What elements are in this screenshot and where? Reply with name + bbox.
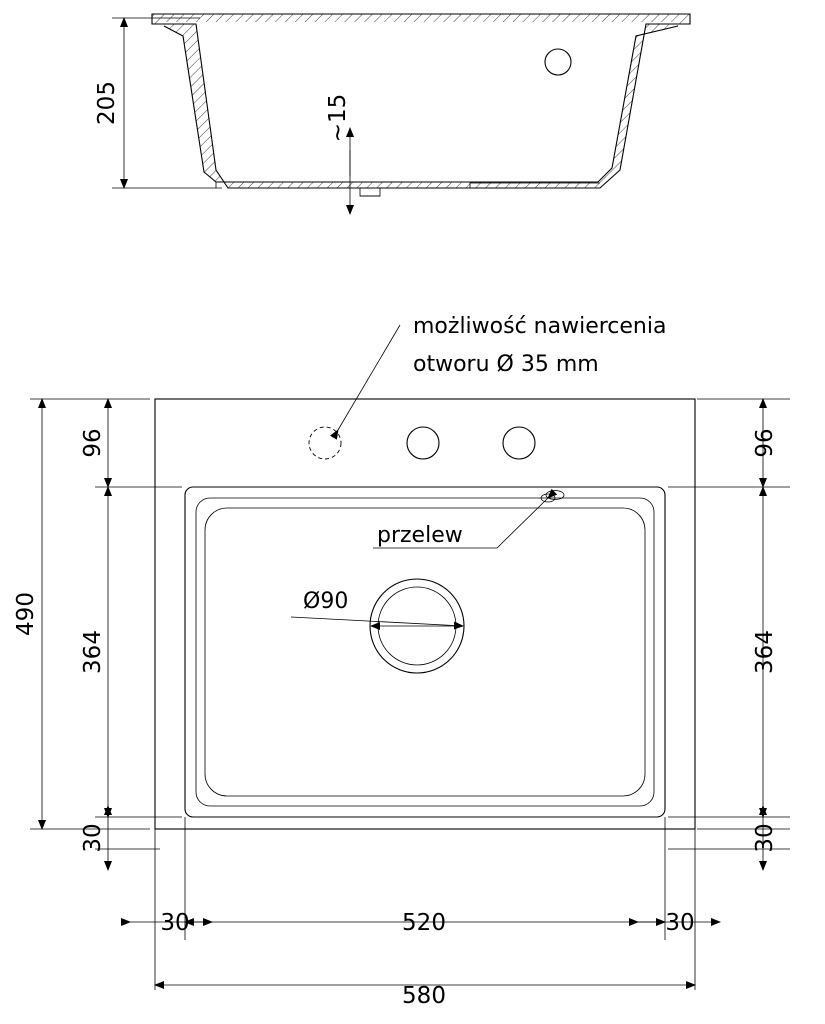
section-view [94,14,690,214]
dim-bowl-height-364: 364 [80,630,106,674]
dim-top-margin-left-96: 96 [80,428,106,458]
note-drill-line2: otworu Ø 35 mm [413,352,599,377]
dim-total-width-580: 580 [402,983,446,1009]
dim-bowl-height-right-364: 364 [752,630,778,674]
dim-total-height-490: 490 [13,592,39,636]
dim-right-margin-30: 30 [665,910,695,936]
dim-depth-205: 205 [94,81,120,125]
dim-bottom-margin-right-30: 30 [752,823,778,853]
top-view [13,314,790,1009]
dim-top-margin-right-96: 96 [752,428,778,458]
note-drill-line1: możliwość nawiercenia [413,314,667,339]
dim-thickness-15: ~15 [325,93,351,143]
dim-drain-diameter: Ø90 [303,589,349,614]
dim-bowl-width-520: 520 [402,910,446,936]
note-overflow: przelew [377,523,463,548]
dim-bottom-margin-left-30: 30 [80,823,106,853]
dim-left-margin-30: 30 [160,910,190,936]
